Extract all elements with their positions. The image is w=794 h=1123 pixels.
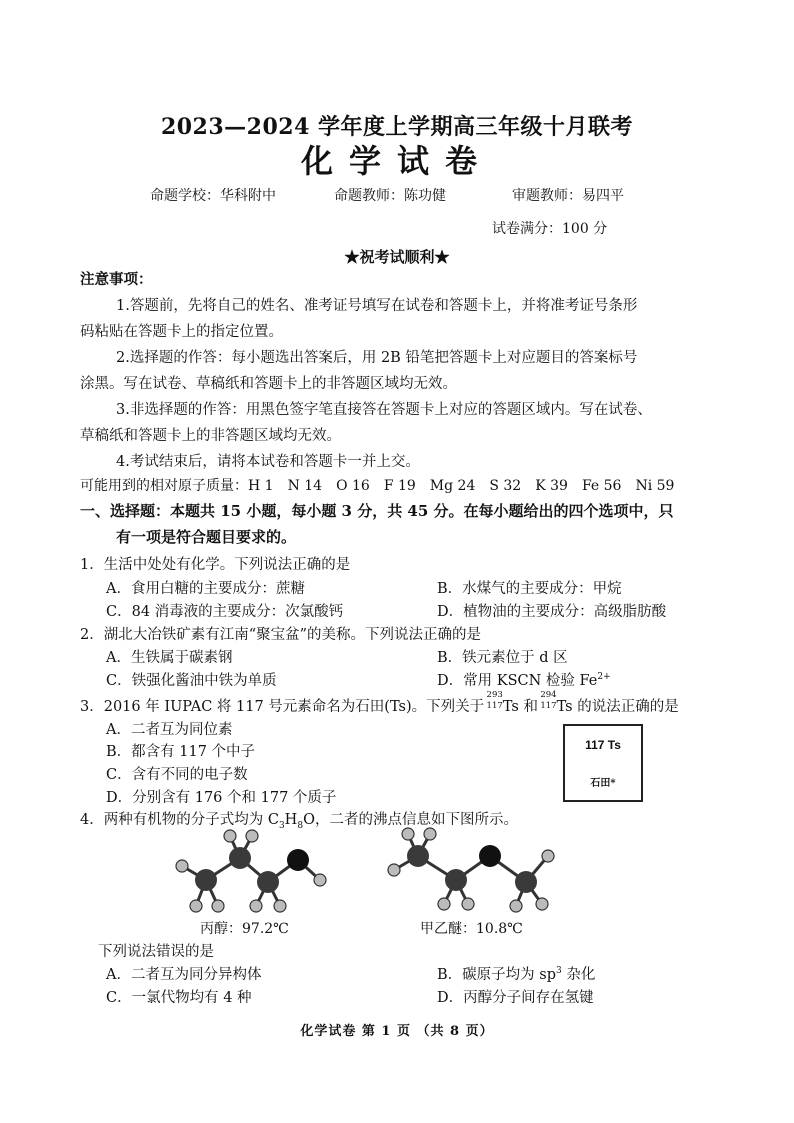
q2-option-d (437, 669, 611, 690)
q4-stem-b: O，二者的沸点信息如下图所示。 (303, 812, 518, 828)
atomic-masses: 可能用到的相对原子质量：H 1 N 14 O 16 F 19 Mg 24 S 32 K 39 Fe 56 Ni 59 (80, 478, 675, 494)
note-2-line2: 涂黑。写在试卷、草稿纸和答题卡上的非答题区域均无效。 (80, 376, 457, 392)
periodic-table-cell (563, 724, 643, 802)
q2-option-b: B．铁元素位于 d 区 (437, 650, 568, 666)
q3-stem-mid: 和 (518, 699, 543, 715)
h-symbol: H (284, 812, 298, 828)
mass-number-1: 293 (486, 690, 503, 700)
note-3-line2: 草稿纸和答题卡上的非答题区域均无效。 (80, 428, 341, 444)
fe-charge: 2+ (597, 672, 611, 683)
q2-option-a: A．生铁属于碳素钢 (106, 650, 233, 666)
section-1-heading: 一、选择题：本题共 15 小题，每小题 3 分，共 45 分。在每小题给出的四个选项中，只 (80, 502, 674, 520)
q4-option-b (437, 963, 595, 984)
note-2-line1: 2.选择题的作答：每小题选出答案后，用 2B 铅笔把答题卡上对应题目的答案标号 (116, 350, 638, 366)
setter-teacher: 命题教师：陈功健 (334, 188, 446, 204)
good-luck-banner: ★祝考试顺利★ (344, 248, 450, 266)
full-score: 试卷满分：100 分 (492, 221, 608, 237)
q3-option-c: C．含有不同的电子数 (106, 767, 248, 783)
q1-option-d: D．植物油的主要成分：高级脂肪酸 (437, 604, 667, 620)
q4-option-c: C．一氯代物均有 4 种 (106, 990, 252, 1006)
subject-title: 化学试卷 (300, 142, 493, 180)
exam-title: 2023—2024 学年度上学期高三年级十月联考 (160, 114, 634, 140)
propanol-caption: 丙醇：97.2℃ (200, 921, 289, 937)
q4-stem-a: 4．两种有机物的分子式均为 C (80, 812, 279, 828)
reviewer-teacher: 审题教师：易四平 (512, 188, 624, 204)
methyl-ethyl-ether-model (378, 822, 578, 922)
atomic-number-2: 117 (540, 701, 557, 711)
note-1-line1: 1.答题前，先将自己的姓名、准考证号填写在试卷和答题卡上，并将准考证号条形 (116, 298, 638, 314)
atomic-number-1: 117 (486, 701, 503, 711)
q3-stem-b: 的说法正确的是 (572, 699, 679, 715)
q2-option-c: C．铁强化酱油中铁为单质 (106, 673, 277, 689)
q4-question: 下列说法错误的是 (98, 944, 214, 960)
symbol-1: Ts (502, 699, 519, 715)
note-1-line2: 码粘贴在答题卡上的指定位置。 (80, 324, 283, 340)
c-subscript: 3 (278, 820, 285, 831)
nuclide-294 (540, 690, 557, 711)
section-1-heading-cont: 有一项是符合题目要求的。 (116, 528, 297, 546)
sp3-superscript: 3 (556, 966, 562, 977)
element-name: 石田* (590, 778, 616, 789)
ether-caption: 甲乙醚：10.8℃ (420, 921, 523, 937)
propanol-model (160, 822, 360, 922)
note-4: 4.考试结束后，请将本试卷和答题卡一并上交。 (116, 454, 420, 470)
symbol-2: Ts (556, 699, 573, 715)
q4-option-a: A．二者互为同分异构体 (106, 967, 262, 983)
q3-option-a: A．二者互为同位素 (106, 722, 233, 738)
q1-option-c: C．84 消毒液的主要成分：次氯酸钙 (106, 604, 344, 620)
q2-option-d-text: D．常用 KSCN 检验 Fe (437, 673, 598, 689)
q2-stem: 2．湖北大冶铁矿素有江南“聚宝盆”的美称。下列说法正确的是 (80, 627, 482, 643)
q1-option-a: A．食用白糖的主要成分：蔗糖 (106, 581, 305, 597)
q3-option-d: D．分别含有 176 个和 177 个质子 (106, 790, 337, 806)
q1-option-b: B．水煤气的主要成分：甲烷 (437, 581, 622, 597)
nuclide-293 (486, 690, 503, 711)
page-footer: 化学试卷 第 1 页 （共 8 页） (300, 1024, 494, 1039)
q4-option-b-text: B．碳原子均为 sp (437, 967, 556, 983)
q3-stem-a: 3．2016 年 IUPAC 将 117 号元素命名为石田(Ts)。下列关于 (80, 699, 489, 715)
q1-stem: 1．生活中处处有化学。下列说法正确的是 (80, 557, 351, 573)
notes-title: 注意事项： (80, 271, 153, 288)
q4-option-b-tail: 杂化 (561, 967, 596, 983)
setter-school: 命题学校：华科附中 (150, 188, 276, 204)
mass-number-2: 294 (540, 690, 557, 700)
h-subscript: 8 (297, 820, 304, 831)
element-number-symbol: 117 Ts (585, 738, 621, 752)
q3-stem (80, 690, 679, 716)
note-3-line1: 3.非选择题的作答：用黑色签字笔直接答在答题卡上对应的答题区域内。写在试卷、 (116, 402, 652, 418)
q4-option-d: D．丙醇分子间存在氢键 (437, 990, 594, 1006)
q3-option-b: B．都含有 117 个中子 (106, 744, 256, 760)
